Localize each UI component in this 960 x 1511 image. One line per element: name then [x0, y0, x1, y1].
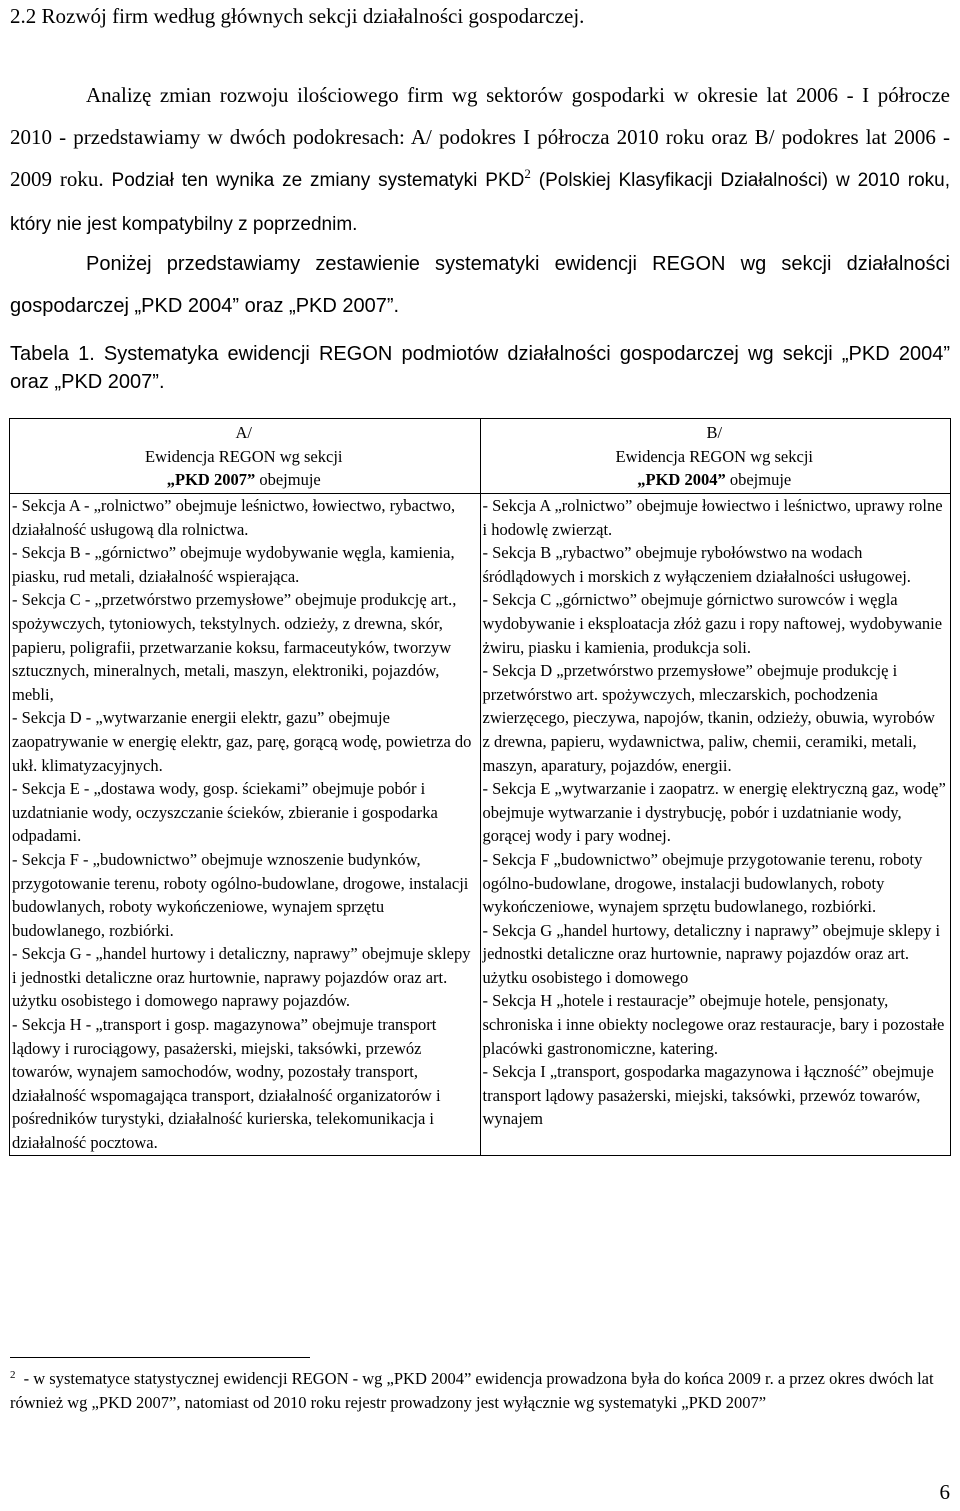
footnote-reference[interactable]: 2: [524, 166, 531, 181]
pkd2004-sections-cell: - Sekcja A „rolnictwo” obejmuje łowiectwo i leśnictwo, uprawy rolne i hodowlę zwierząt. - Sekcja B „rybactwo” obejmuje rybołówstwo na wodach śródlądowych i morskich z wyłączeniem działalności usługowej. - Sekcja C „górnictwo” obejmuje górnictwo surowców i węgla wydobywanie i eksploatacja złóż gazu i ropy naftowej, wydobywanie żwiru, piasku i kamienia, produkcja soli. - Sekcja D „przetwórstwo przemysłowe” obejmuje produkcję i przetwórstwo art. spożywczych, mleczarskich, pochodzenia zwierzęcego, pieczywa, napojów, tkanin, odzieży, obuwia, wyrobów z drewna, papieru, wydawnictwa, paliw, chemii, ceramiki, metali, maszyn, aparatury, pojazdów, energii. - Sekcja E „wytwarzanie i zaopatrz. w energię elektryczną gaz, wodę” obejmuje wytwarzanie i dystrybucję, pobór i uzdatnianie wody, gorącej wody i pary wodnej. - Sekcja F „budownictwo” obejmuje przygotowanie terenu, roboty ogólno-budowlane, drogowe, instalacji budowlanych, roboty wykończeniowe, wynajem sprzętu budowlanego, rozbiórki. - Sekcja G „handel hurtowy, detaliczny i naprawy” obejmuje sklepy i jednostki detaliczne oraz hurtownie, naprawy pojazdów oraz art. użytku osobistego i domowego - Sekcja H „hotele i restauracje” obejmuje hotele, pensjonaty, schroniska i inne obiekty noclegowe oraz restauracje, bary i pozostałe placówki gastronomiczne, katering. - Sekcja I „transport, gospodarka magazynowa i łączność” obejmuje transport lądowy pasażerski, miejski, taksówki, przewóz towarów, wynajem: [480, 494, 951, 1156]
column-header-b: [480, 419, 951, 494]
intro-paragraph: [10, 74, 950, 246]
column-a-scope: [12, 468, 476, 492]
column-b-label: B/: [706, 423, 723, 442]
intro-text-b: Podział ten wynika ze zmiany systematyki PKD: [111, 170, 525, 191]
column-b-scope: [483, 468, 947, 492]
column-b-suffix: obejmuje: [725, 470, 792, 490]
column-a-label: A/: [235, 423, 252, 442]
column-b-title: Ewidencja REGON wg sekcji: [615, 446, 813, 466]
column-a-title: Ewidencja REGON wg sekcji: [145, 446, 343, 466]
column-a-suffix: obejmuje: [255, 470, 321, 490]
footnote: [10, 1367, 940, 1415]
column-header-a: [10, 419, 481, 494]
column-b-pkd: „PKD 2004”: [637, 470, 726, 490]
footnote-mark: 2: [10, 1368, 16, 1381]
table-header-row: [10, 419, 951, 494]
intro-text-a: Analizę zmian rozwoju ilościowego firm wg sektorów gospodarki w okresie lat 2006 - I półrocze 2010 - przedstawiamy w dwóch podokresach: A/ podokres I półrocza 2010 roku oraz B/ podokres lat 2006 - 2009 roku.: [10, 83, 950, 191]
pkd2007-sections-cell: - Sekcja A - „rolnictwo” obejmuje leśnictwo, łowiectwo, rybactwo, działalność usługową dla rolnictwa. - Sekcja B - „górnictwo” obejmuje wydobywanie węgla, kamienia, piasku, rud metali, działalność wspierająca. - Sekcja C - „przetwórstwo przemysłowe” obejmuje produkcję art., spożywczych, tytoniowych, tekstylnych. odzieży, z drewna, skór, papieru, poligrafii, przetwarzanie koksu, farmaceutyków, tworzyw sztucznych, mineralnych, metali, maszyn, elektroniki, pojazdów, mebli, - Sekcja D - „wytwarzanie energii elektr, gazu” obejmuje zaopatrywanie w energię elektr, gaz, parę, gorącą wodę, powietrza do ukł. klimatyzacyjnych. - Sekcja E - „dostawa wody, gosp. ściekami” obejmuje pobór i uzdatnianie wody, oczyszczanie ścieków, zbieranie i gospodarka odpadami. - Sekcja F - „budownictwo” obejmuje wznoszenie budynków, przygotowanie terenu, roboty ogólno-budowlane, drogowe, instalacji budowlanych, roboty wykończeniowe, wynajem sprzętu budowlanego, rozbiórki. - Sekcja G - „handel hurtowy i detaliczny, naprawy” obejmuje sklepy i jednostki detaliczne oraz hurtownie, naprawy pojazdów oraz art. użytku osobistego i domowego naprawy pojazdów. - Sekcja H - „transport i gosp. magazynowa” obejmuje transport lądowy i rurociągowy, pasażerski, miejski, taksówki, przewóz towarów, wynajem samochodów, wodny, pozostały transport, działalność wspomagająca transport, działalność organizatorów i pośredników turystyki, działalność kurierska, telekomunikacja i działalność pocztowa.: [10, 494, 481, 1156]
table-row: [10, 494, 951, 1156]
footnote-divider: [10, 1357, 310, 1358]
table-caption: Tabela 1. Systematyka ewidencji REGON podmiotów działalności gospodarczej wg sekcji „PKD 2004” oraz „PKD 2007”.: [10, 343, 950, 393]
column-a-pkd: „PKD 2007”: [166, 470, 256, 490]
intro-text-c: (Polskiej Klasyfikacji Działalności) w 2010 roku, który nie jest kompatybilny z poprzednim.: [10, 170, 951, 235]
section-heading: 2.2 Rozwój firm według głównych sekcji działalności gospodarczej.: [10, 4, 585, 28]
footnote-text: - w systematyce statystycznej ewidencji REGON - wg „PKD 2004” ewidencja prowadzona była do końca 2009 r. a przez okres dwóch lat również wg „PKD 2007”, natomiast od 2010 roku rejestr prowadzony jest wyłącznie wg systematyki „PKD 2007”: [10, 1369, 934, 1412]
overview-paragraph: Poniżej przedstawiamy zestawienie systematyki ewidencji REGON wg sekcji działalności gospodarczej „PKD 2004” oraz „PKD 2007”.: [10, 253, 950, 317]
regon-table: [9, 418, 951, 1156]
page-number: 6: [939, 1480, 950, 1504]
